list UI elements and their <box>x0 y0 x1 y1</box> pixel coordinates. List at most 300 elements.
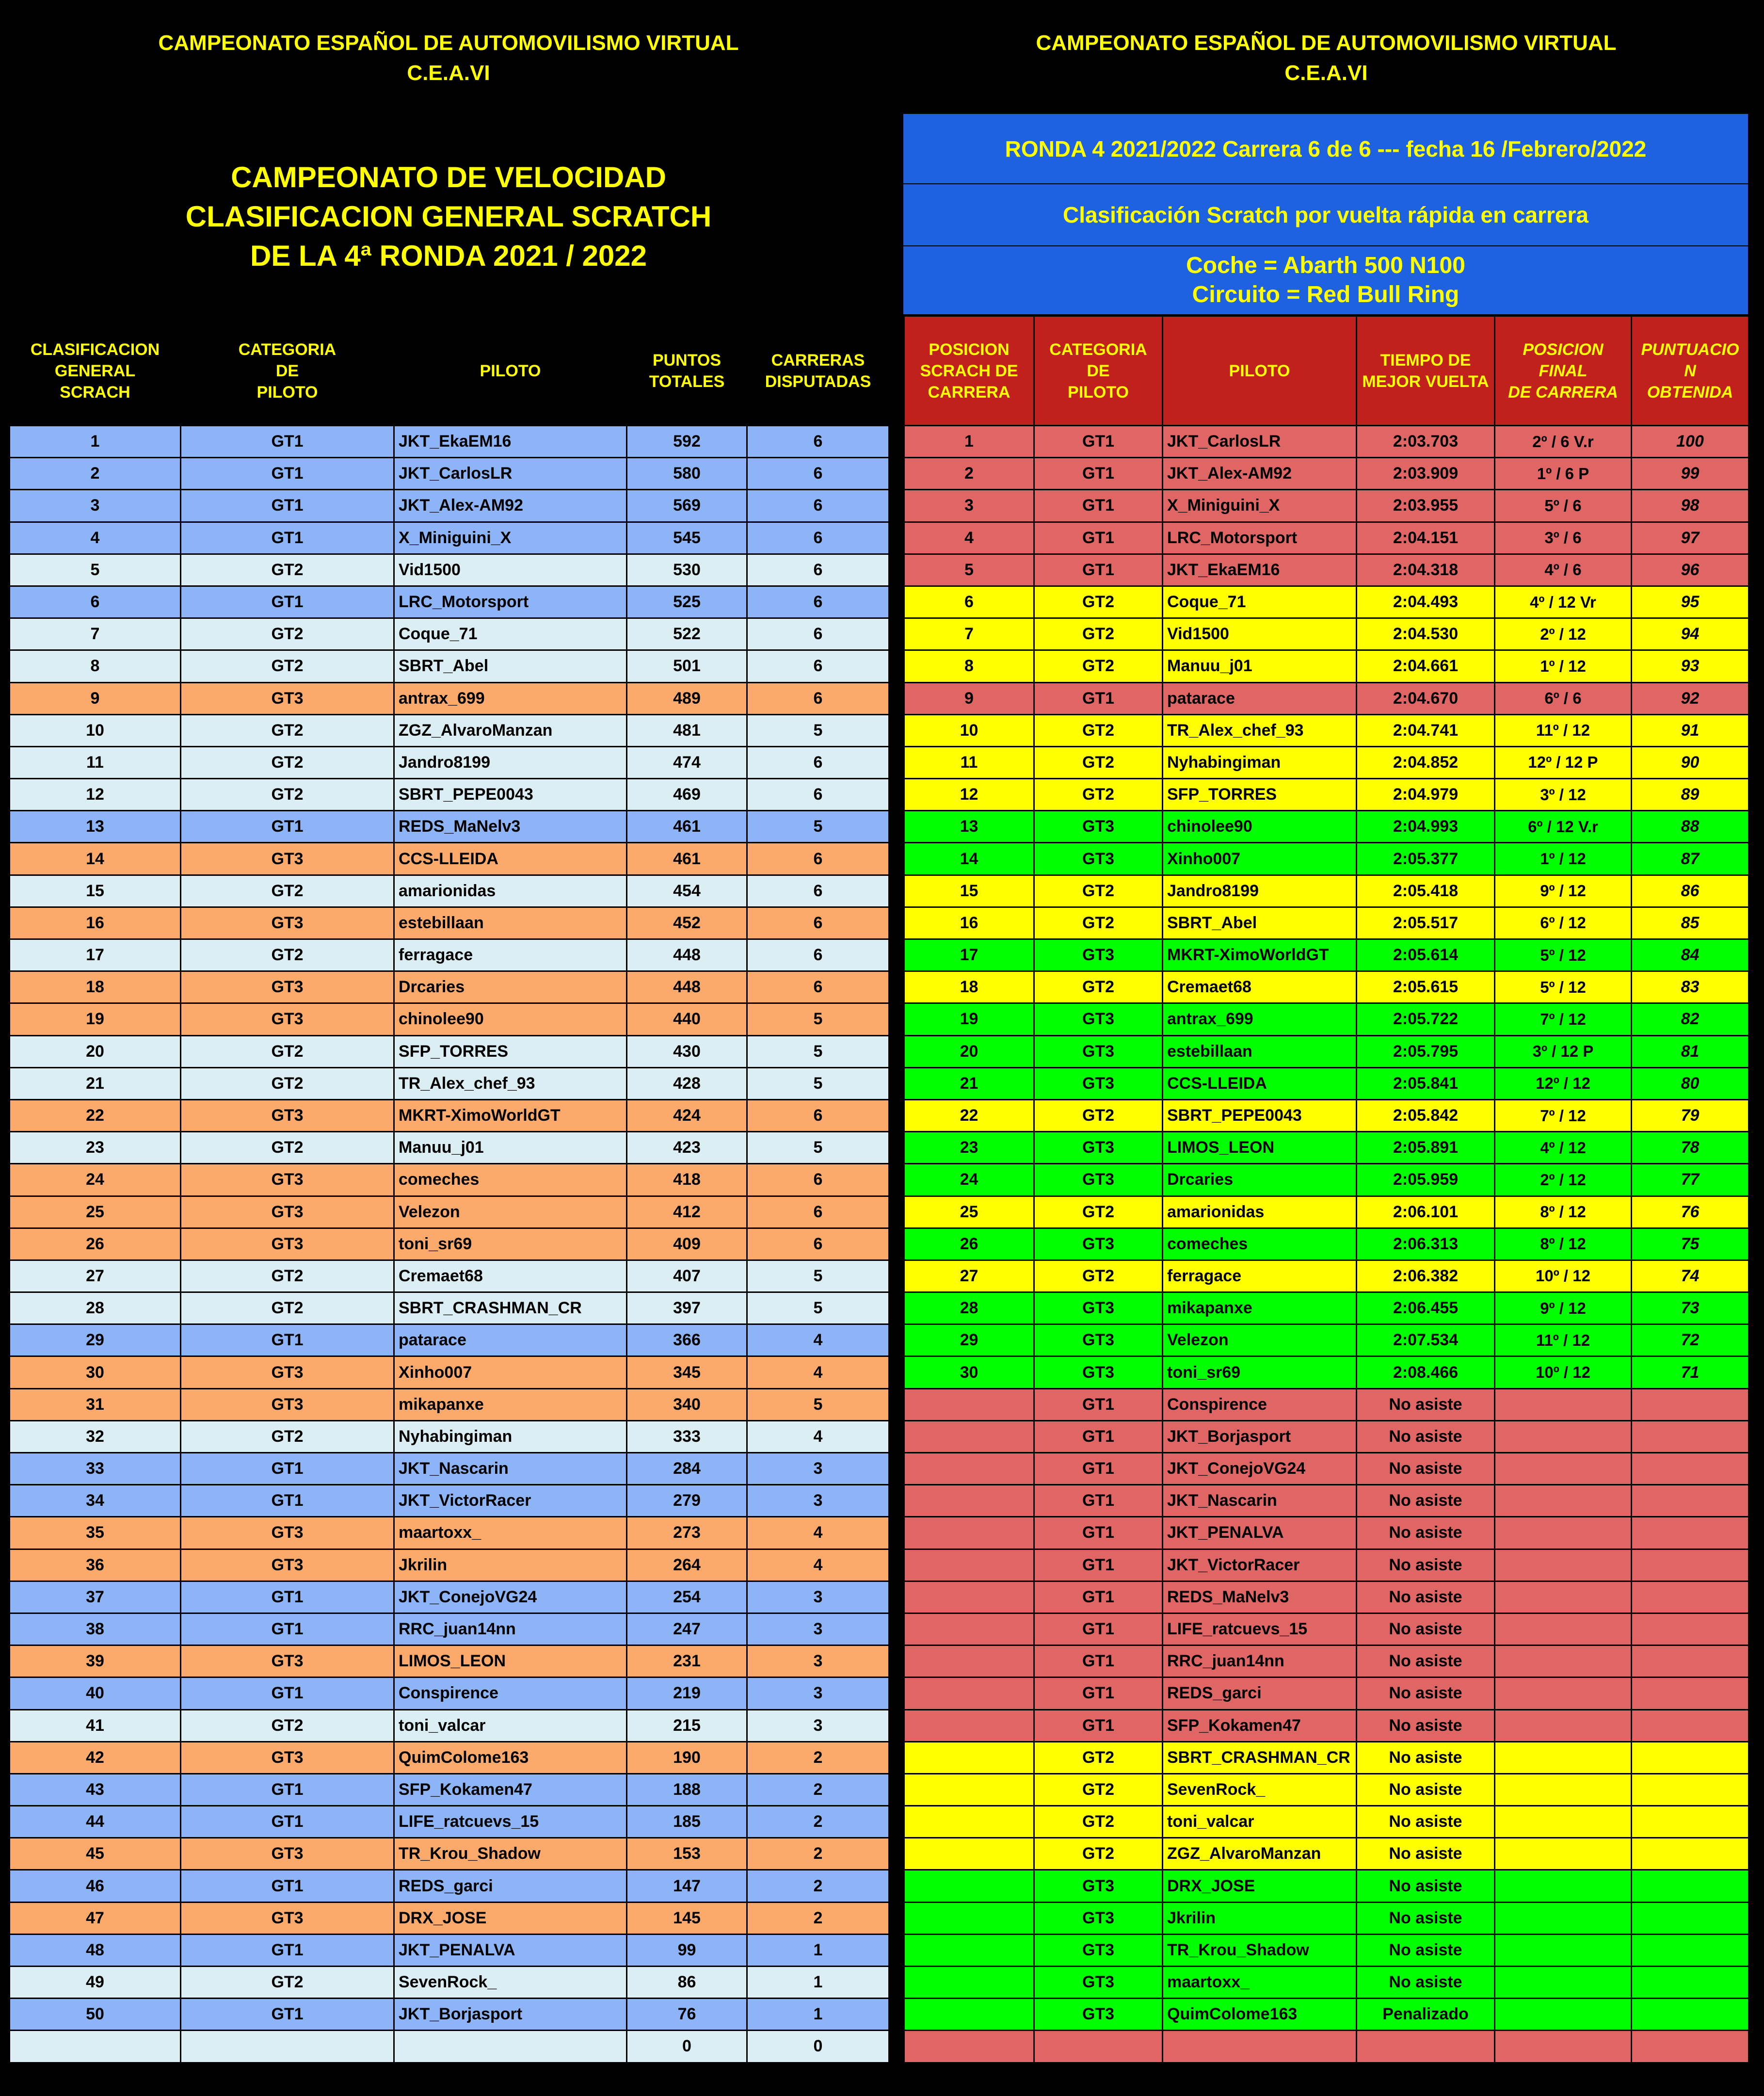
scratch-position-cell: 4 <box>904 522 1034 554</box>
position-cell: 47 <box>10 1902 181 1934</box>
race-result-row <box>904 1132 1749 1164</box>
standings-row <box>10 1549 889 1581</box>
total-points-cell: 430 <box>627 1035 747 1067</box>
races-cell: 6 <box>747 779 889 811</box>
final-position-cell <box>1495 1967 1632 1999</box>
best-lap-cell: No asiste <box>1357 1806 1495 1838</box>
best-lap-cell: No asiste <box>1357 1613 1495 1645</box>
category-cell: GT3 <box>1034 1035 1163 1067</box>
driver-name-cell: TR_Alex_chef_93 <box>394 1067 627 1099</box>
races-cell: 1 <box>747 1967 889 1999</box>
final-position-cell <box>1495 1613 1632 1645</box>
final-position-cell: 7º / 12 <box>1495 1003 1632 1035</box>
right-header <box>897 28 1755 88</box>
best-lap-cell: No asiste <box>1357 1677 1495 1709</box>
position-cell: 23 <box>10 1132 181 1164</box>
total-points-cell: 461 <box>627 811 747 843</box>
category-cell: GT3 <box>1034 843 1163 875</box>
position-cell: 37 <box>10 1581 181 1613</box>
points-cell <box>1632 1517 1749 1549</box>
race-results-table <box>903 315 1749 2064</box>
scratch-position-cell <box>904 1967 1034 1999</box>
total-points-cell: 397 <box>627 1292 747 1324</box>
final-position-cell: 12º / 12 P <box>1495 746 1632 778</box>
round-info: RONDA 4 2021/2022 Carrera 6 de 6 --- fecha 16 /Febrero/2022 <box>1005 136 1647 161</box>
category-cell: GT2 <box>181 1709 394 1741</box>
races-cell: 6 <box>747 682 889 714</box>
total-points-cell: 448 <box>627 939 747 971</box>
final-position-cell: 4º / 6 <box>1495 554 1632 586</box>
total-points-cell: 99 <box>627 1934 747 1966</box>
driver-name-cell: chinolee90 <box>1163 811 1357 843</box>
position-cell: 29 <box>10 1324 181 1356</box>
standings-row <box>10 1967 889 1999</box>
best-lap-cell: 2:06.313 <box>1357 1228 1495 1260</box>
position-cell: 33 <box>10 1453 181 1485</box>
points-cell: 84 <box>1632 939 1749 971</box>
points-cell <box>1632 1774 1749 1806</box>
final-position-cell <box>1495 1870 1632 1902</box>
right-header-line2: C.E.A.VI <box>1284 61 1368 85</box>
category-cell: GT3 <box>1034 1132 1163 1164</box>
category-cell: GT1 <box>1034 458 1163 490</box>
scratch-position-cell <box>904 1902 1034 1934</box>
left-header-line1: CAMPEONATO ESPAÑOL DE AUTOMOVILISMO VIRTUAL <box>158 31 739 55</box>
races-cell: 4 <box>747 1517 889 1549</box>
race-result-row <box>904 1645 1749 1677</box>
driver-name-cell: Xinho007 <box>394 1356 627 1388</box>
col-header-tiempo: TIEMPO DE MEJOR VUELTA <box>1357 316 1495 426</box>
points-cell: 74 <box>1632 1260 1749 1292</box>
total-points-cell: 284 <box>627 1453 747 1485</box>
race-result-row <box>904 1356 1749 1388</box>
best-lap-cell: No asiste <box>1357 1420 1495 1452</box>
driver-name-cell: SevenRock_ <box>1163 1774 1357 1806</box>
race-result-row <box>904 1581 1749 1613</box>
driver-name-cell: comeches <box>394 1164 627 1196</box>
races-cell: 6 <box>747 490 889 522</box>
race-result-row <box>904 522 1749 554</box>
total-points-cell: 407 <box>627 1260 747 1292</box>
total-points-cell: 592 <box>627 426 747 458</box>
points-cell: 87 <box>1632 843 1749 875</box>
total-points-cell: 366 <box>627 1324 747 1356</box>
scratch-position-cell <box>904 1420 1034 1452</box>
position-cell: 14 <box>10 843 181 875</box>
best-lap-cell: No asiste <box>1357 1934 1495 1966</box>
driver-name-cell: JKT_Nascarin <box>1163 1485 1357 1517</box>
scratch-position-cell <box>904 1645 1034 1677</box>
category-cell: GT3 <box>181 1549 394 1581</box>
total-points-cell: 424 <box>627 1099 747 1131</box>
category-cell: GT1 <box>1034 1517 1163 1549</box>
category-cell: GT1 <box>1034 682 1163 714</box>
scratch-position-cell: 12 <box>904 779 1034 811</box>
race-result-row <box>904 1709 1749 1741</box>
driver-name-cell: Nyhabingiman <box>394 1420 627 1452</box>
category-cell: GT2 <box>1034 714 1163 746</box>
points-cell <box>1632 1420 1749 1452</box>
total-points-cell: 333 <box>627 1420 747 1452</box>
standings-row <box>10 1838 889 1870</box>
position-cell <box>10 2031 181 2063</box>
race-result-row <box>904 458 1749 490</box>
points-cell: 79 <box>1632 1099 1749 1131</box>
best-lap-cell: 2:07.534 <box>1357 1324 1495 1356</box>
races-cell: 6 <box>747 746 889 778</box>
category-cell: GT1 <box>181 811 394 843</box>
driver-name-cell: mikapanxe <box>394 1388 627 1420</box>
points-cell: 77 <box>1632 1164 1749 1196</box>
race-result-row <box>904 907 1749 939</box>
race-result-row <box>904 1228 1749 1260</box>
standings-row <box>10 1902 889 1934</box>
category-cell: GT2 <box>181 1292 394 1324</box>
total-points-cell: 501 <box>627 650 747 682</box>
race-result-row <box>904 1999 1749 2031</box>
standings-row <box>10 939 889 971</box>
total-points-cell: 428 <box>627 1067 747 1099</box>
driver-name-cell: Coque_71 <box>1163 586 1357 618</box>
driver-name-cell: CCS-LLEIDA <box>1163 1067 1357 1099</box>
standings-row <box>10 1741 889 1774</box>
best-lap-cell: 2:05.842 <box>1357 1099 1495 1131</box>
category-cell: GT1 <box>1034 1709 1163 1741</box>
scratch-position-cell: 18 <box>904 971 1034 1003</box>
driver-name-cell: TR_Krou_Shadow <box>394 1838 627 1870</box>
standings-row <box>10 1774 889 1806</box>
final-position-cell <box>1495 1741 1632 1774</box>
category-cell: GT3 <box>1034 1870 1163 1902</box>
races-cell: 0 <box>747 2031 889 2063</box>
total-points-cell: 340 <box>627 1388 747 1420</box>
best-lap-cell: 2:05.841 <box>1357 1067 1495 1099</box>
race-result-row <box>904 1099 1749 1131</box>
scratch-position-cell <box>904 1774 1034 1806</box>
total-points-cell: 474 <box>627 746 747 778</box>
races-cell: 6 <box>747 586 889 618</box>
best-lap-cell: 2:05.517 <box>1357 907 1495 939</box>
category-cell: GT3 <box>1034 939 1163 971</box>
driver-name-cell: Velezon <box>394 1196 627 1228</box>
category-cell: GT3 <box>181 1228 394 1260</box>
scratch-position-cell <box>904 1517 1034 1549</box>
category-cell: GT2 <box>181 618 394 650</box>
points-cell <box>1632 1902 1749 1934</box>
category-cell: GT2 <box>181 714 394 746</box>
total-points-cell: 454 <box>627 875 747 907</box>
races-cell: 2 <box>747 1806 889 1838</box>
driver-name-cell: Coque_71 <box>394 618 627 650</box>
race-result-row <box>904 490 1749 522</box>
position-cell: 11 <box>10 746 181 778</box>
left-title-line3: DE LA 4ª RONDA 2021 / 2022 <box>250 240 647 272</box>
races-cell: 6 <box>747 907 889 939</box>
position-cell: 38 <box>10 1613 181 1645</box>
position-cell: 21 <box>10 1067 181 1099</box>
driver-name-cell <box>394 2031 627 2063</box>
total-points-cell: 86 <box>627 1967 747 1999</box>
driver-name-cell: LRC_Motorsport <box>394 586 627 618</box>
races-cell: 6 <box>747 458 889 490</box>
driver-name-cell: Drcaries <box>1163 1164 1357 1196</box>
category-cell: GT2 <box>1034 746 1163 778</box>
races-cell: 1 <box>747 1999 889 2031</box>
race-result-row <box>904 1388 1749 1420</box>
total-points-cell: 254 <box>627 1581 747 1613</box>
standings-row <box>10 522 889 554</box>
category-cell: GT1 <box>181 1806 394 1838</box>
standings-row <box>10 458 889 490</box>
best-lap-cell: No asiste <box>1357 1549 1495 1581</box>
standings-row <box>10 1870 889 1902</box>
category-cell: GT2 <box>181 554 394 586</box>
driver-name-cell: patarace <box>394 1324 627 1356</box>
scratch-position-cell: 1 <box>904 426 1034 458</box>
best-lap-cell: No asiste <box>1357 1774 1495 1806</box>
driver-name-cell: JKT_Nascarin <box>394 1453 627 1485</box>
best-lap-cell: 2:04.530 <box>1357 618 1495 650</box>
category-cell: GT2 <box>1034 618 1163 650</box>
final-position-cell: 2º / 12 <box>1495 1164 1632 1196</box>
total-points-cell: 188 <box>627 1774 747 1806</box>
driver-name-cell: Jkrilin <box>1163 1902 1357 1934</box>
category-cell: GT3 <box>181 971 394 1003</box>
scratch-position-cell: 8 <box>904 650 1034 682</box>
category-cell: GT1 <box>181 458 394 490</box>
points-cell <box>1632 1806 1749 1838</box>
total-points-cell: 522 <box>627 618 747 650</box>
points-cell <box>1632 1485 1749 1517</box>
category-cell: GT1 <box>181 490 394 522</box>
final-position-cell: 2º / 12 <box>1495 618 1632 650</box>
final-position-cell: 1º / 6 P <box>1495 458 1632 490</box>
position-cell: 27 <box>10 1260 181 1292</box>
scratch-position-cell: 26 <box>904 1228 1034 1260</box>
points-cell: 76 <box>1632 1196 1749 1228</box>
final-position-cell: 10º / 12 <box>1495 1356 1632 1388</box>
standings-row <box>10 1164 889 1196</box>
category-cell: GT1 <box>1034 1420 1163 1452</box>
races-cell: 2 <box>747 1741 889 1774</box>
best-lap-cell: No asiste <box>1357 1485 1495 1517</box>
scratch-position-cell: 14 <box>904 843 1034 875</box>
standings-row <box>10 875 889 907</box>
subtitle: Clasificación Scratch por vuelta rápida en carrera <box>1062 202 1588 227</box>
races-cell: 6 <box>747 650 889 682</box>
scratch-position-cell <box>904 1806 1034 1838</box>
points-cell: 98 <box>1632 490 1749 522</box>
driver-name-cell: Xinho007 <box>1163 843 1357 875</box>
points-cell: 80 <box>1632 1067 1749 1099</box>
position-cell: 10 <box>10 714 181 746</box>
final-position-cell: 8º / 12 <box>1495 1196 1632 1228</box>
category-cell: GT1 <box>1034 554 1163 586</box>
total-points-cell: 461 <box>627 843 747 875</box>
best-lap-cell: 2:04.993 <box>1357 811 1495 843</box>
scratch-position-cell <box>904 1453 1034 1485</box>
category-cell: GT1 <box>181 1453 394 1485</box>
points-cell: 73 <box>1632 1292 1749 1324</box>
scratch-position-cell: 29 <box>904 1324 1034 1356</box>
best-lap-cell: 2:05.377 <box>1357 843 1495 875</box>
category-cell: GT3 <box>1034 811 1163 843</box>
points-cell: 89 <box>1632 779 1749 811</box>
category-cell: GT3 <box>181 1196 394 1228</box>
position-cell: 15 <box>10 875 181 907</box>
category-cell: GT3 <box>181 1741 394 1774</box>
total-points-cell: 247 <box>627 1613 747 1645</box>
category-cell: GT3 <box>1034 1292 1163 1324</box>
races-cell: 6 <box>747 875 889 907</box>
points-cell: 94 <box>1632 618 1749 650</box>
final-position-cell <box>1495 1677 1632 1709</box>
race-result-row <box>904 650 1749 682</box>
races-cell: 6 <box>747 1164 889 1196</box>
driver-name-cell: antrax_699 <box>394 682 627 714</box>
category-cell: GT3 <box>1034 1324 1163 1356</box>
category-cell: GT1 <box>181 1324 394 1356</box>
races-cell: 3 <box>747 1453 889 1485</box>
races-cell: 3 <box>747 1613 889 1645</box>
race-result-row <box>904 811 1749 843</box>
category-cell: GT2 <box>1034 1774 1163 1806</box>
col-header-carreras: CARRERAS DISPUTADAS <box>747 316 889 426</box>
position-cell: 34 <box>10 1485 181 1517</box>
driver-name-cell: REDS_MaNelv3 <box>1163 1581 1357 1613</box>
race-result-row <box>904 875 1749 907</box>
driver-name-cell: REDS_garci <box>1163 1677 1357 1709</box>
category-cell: GT1 <box>1034 1581 1163 1613</box>
best-lap-cell: 2:03.909 <box>1357 458 1495 490</box>
driver-name-cell: mikapanxe <box>1163 1292 1357 1324</box>
category-cell: GT3 <box>181 907 394 939</box>
driver-name-cell: Cremaet68 <box>394 1260 627 1292</box>
position-cell: 50 <box>10 1999 181 2031</box>
scratch-position-cell: 10 <box>904 714 1034 746</box>
position-cell: 24 <box>10 1164 181 1196</box>
scratch-position-cell: 6 <box>904 586 1034 618</box>
category-cell <box>181 2031 394 2063</box>
col-header-clasificacion: CLASIFICACION GENERAL SCRACH <box>10 316 181 426</box>
category-cell: GT3 <box>181 1099 394 1131</box>
standings-row <box>10 746 889 778</box>
races-cell: 3 <box>747 1677 889 1709</box>
standings-row <box>10 1999 889 2031</box>
scratch-position-cell <box>904 1838 1034 1870</box>
category-cell: GT1 <box>1034 1613 1163 1645</box>
category-cell: GT1 <box>181 1613 394 1645</box>
category-cell: GT3 <box>181 843 394 875</box>
position-cell: 32 <box>10 1420 181 1452</box>
races-cell: 2 <box>747 1838 889 1870</box>
best-lap-cell: No asiste <box>1357 1388 1495 1420</box>
standings-row <box>10 1356 889 1388</box>
driver-name-cell: JKT_Borjasport <box>394 1999 627 2031</box>
category-cell: GT3 <box>1034 1067 1163 1099</box>
points-cell: 100 <box>1632 426 1749 458</box>
final-position-cell: 1º / 12 <box>1495 650 1632 682</box>
driver-name-cell: CCS-LLEIDA <box>394 843 627 875</box>
col-header-posicion-final: POSICION FINAL DE CARRERA <box>1495 316 1632 426</box>
driver-name-cell: maartoxx_ <box>394 1517 627 1549</box>
race-result-row <box>904 1677 1749 1709</box>
races-cell: 1 <box>747 1934 889 1966</box>
category-cell: GT2 <box>1034 875 1163 907</box>
standings-row <box>10 1132 889 1164</box>
category-cell: GT1 <box>1034 1645 1163 1677</box>
driver-name-cell: JKT_ConejoVG24 <box>1163 1453 1357 1485</box>
final-position-cell: 9º / 12 <box>1495 875 1632 907</box>
race-result-row <box>904 1003 1749 1035</box>
race-result-row <box>904 1517 1749 1549</box>
best-lap-cell: 2:04.151 <box>1357 522 1495 554</box>
race-result-row <box>904 1164 1749 1196</box>
total-points-cell: 448 <box>627 971 747 1003</box>
final-position-cell: 4º / 12 <box>1495 1132 1632 1164</box>
total-points-cell: 409 <box>627 1228 747 1260</box>
driver-name-cell: DRX_JOSE <box>1163 1870 1357 1902</box>
points-cell: 95 <box>1632 586 1749 618</box>
driver-name-cell: DRX_JOSE <box>394 1902 627 1934</box>
scratch-position-cell <box>904 1709 1034 1741</box>
race-result-row <box>904 1453 1749 1485</box>
driver-name-cell: MKRT-XimoWorldGT <box>1163 939 1357 971</box>
races-cell: 5 <box>747 1388 889 1420</box>
best-lap-cell: No asiste <box>1357 1870 1495 1902</box>
category-cell: GT1 <box>181 1999 394 2031</box>
driver-name-cell: RRC_juan14nn <box>394 1613 627 1645</box>
scratch-position-cell <box>904 1870 1034 1902</box>
category-cell: GT3 <box>1034 1164 1163 1196</box>
category-cell: GT1 <box>181 586 394 618</box>
race-result-row <box>904 1967 1749 1999</box>
final-position-cell <box>1495 1517 1632 1549</box>
best-lap-cell: 2:04.493 <box>1357 586 1495 618</box>
driver-name-cell: LRC_Motorsport <box>1163 522 1357 554</box>
points-cell <box>1632 1967 1749 1999</box>
position-cell: 45 <box>10 1838 181 1870</box>
points-cell: 88 <box>1632 811 1749 843</box>
position-cell: 8 <box>10 650 181 682</box>
driver-name-cell: SBRT_PEPE0043 <box>394 779 627 811</box>
category-cell: GT2 <box>1034 1838 1163 1870</box>
race-result-row <box>904 2031 1749 2063</box>
driver-name-cell: JKT_VictorRacer <box>394 1485 627 1517</box>
driver-name-cell: REDS_garci <box>394 1870 627 1902</box>
total-points-cell: 185 <box>627 1806 747 1838</box>
category-cell: GT3 <box>1034 1003 1163 1035</box>
subtitle-band <box>903 184 1748 246</box>
best-lap-cell: No asiste <box>1357 1741 1495 1774</box>
driver-name-cell: JKT_EkaEM16 <box>394 426 627 458</box>
driver-name-cell: maartoxx_ <box>1163 1967 1357 1999</box>
position-cell: 36 <box>10 1549 181 1581</box>
points-cell <box>1632 1934 1749 1966</box>
driver-name-cell: comeches <box>1163 1228 1357 1260</box>
standings-row <box>10 1581 889 1613</box>
final-position-cell: 9º / 12 <box>1495 1292 1632 1324</box>
driver-name-cell: SFP_TORRES <box>394 1035 627 1067</box>
total-points-cell: 481 <box>627 714 747 746</box>
position-cell: 41 <box>10 1709 181 1741</box>
category-cell: GT1 <box>1034 1453 1163 1485</box>
best-lap-cell: 2:05.795 <box>1357 1035 1495 1067</box>
races-cell: 5 <box>747 714 889 746</box>
best-lap-cell: 2:03.955 <box>1357 490 1495 522</box>
category-cell: GT2 <box>181 1967 394 1999</box>
standings-row <box>10 1035 889 1067</box>
